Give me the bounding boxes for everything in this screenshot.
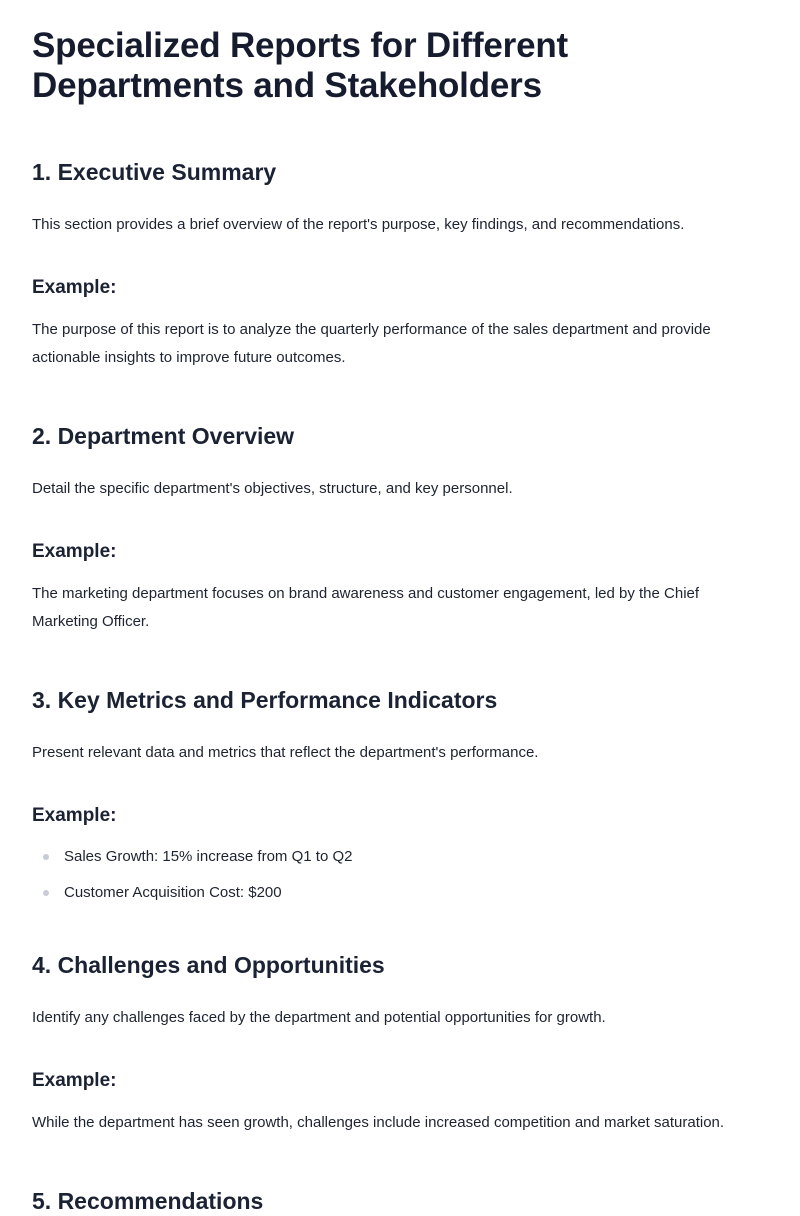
section-key-metrics: [32, 685, 768, 903]
section-executive-summary: [32, 157, 768, 372]
example-heading: Example:: [32, 541, 117, 562]
section-heading: 2. Department Overview: [32, 423, 295, 449]
section-description: Present relevant data and metrics that reflect the department's performance.: [32, 744, 539, 761]
bullet-icon: [43, 854, 49, 860]
section-heading: 4. Challenges and Opportunities: [32, 952, 385, 978]
example-text: The marketing department focuses on brand awareness and customer engagement, led by the Chief Marketing Officer.: [32, 585, 700, 630]
section-challenges-opportunities: [32, 950, 768, 1137]
example-heading: Example:: [32, 805, 117, 826]
list-item: [64, 883, 768, 903]
section-description: Identify any challenges faced by the department and potential opportunities for growth.: [32, 1009, 606, 1026]
section-recommendations: [32, 1186, 768, 1216]
example-heading: Example:: [32, 277, 117, 298]
example-list: [32, 847, 768, 903]
section-description: This section provides a brief overview of the report's purpose, key findings, and recommendations.: [32, 216, 685, 233]
section-heading: 5. Recommendations: [32, 1188, 264, 1214]
example-text: While the department has seen growth, challenges include increased competition and market saturation.: [32, 1114, 725, 1131]
list-item-text: Customer Acquisition Cost: $200: [64, 884, 282, 901]
list-item: [64, 847, 768, 867]
bullet-icon: [43, 890, 49, 896]
example-text: The purpose of this report is to analyze the quarterly performance of the sales department and provide actionable insights to improve future outcomes.: [32, 321, 711, 366]
example-heading: Example:: [32, 1070, 117, 1091]
list-item-text: Sales Growth: 15% increase from Q1 to Q2: [64, 848, 353, 865]
document-title: Specialized Reports for Different Departments and Stakeholders: [32, 26, 569, 105]
section-department-overview: [32, 421, 768, 636]
section-description: Detail the specific department's objectives, structure, and key personnel.: [32, 480, 513, 497]
section-heading: 1. Executive Summary: [32, 159, 277, 185]
section-heading: 3. Key Metrics and Performance Indicators: [32, 687, 498, 713]
